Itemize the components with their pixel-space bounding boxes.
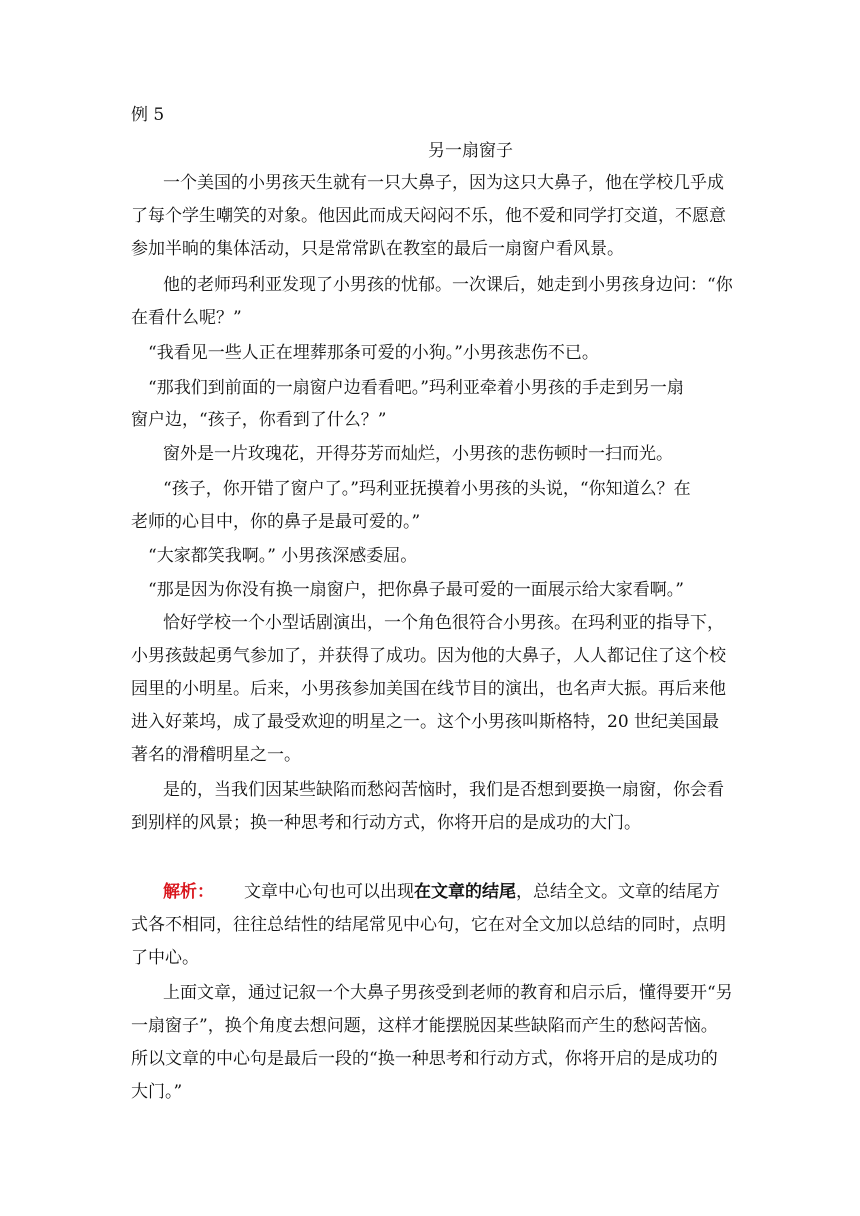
story-line: 进入好莱坞，成了最受欢迎的明星之一。这个小男孩叫斯格特，20 世纪美国最 (131, 712, 720, 732)
story-line: “我看见一些人正在埋葬那条可爱的小狗。”小男孩悲伤不已。 (148, 343, 599, 363)
story-line: 著名的滑稽明星之一。 (131, 745, 301, 765)
example-label: 例 5 (131, 105, 165, 125)
analysis-first-line (163, 881, 720, 903)
analysis-line: 上面文章，通过记叙一个大鼻子男孩受到老师的教育和启示后，懂得要开“另 (163, 983, 733, 1003)
story-line: “大家都笑我啊。” 小男孩深感委屈。 (148, 546, 418, 566)
story-line: 是的，当我们因某些缺陷而愁闷苦恼时，我们是否想到要换一扇窗，你会看 (163, 780, 724, 800)
story-line: “孩子，你开错了窗户了。”玛利亚抚摸着小男孩的头说，“你知道么？在 (163, 479, 691, 499)
analysis-text: 文章中心句也可以出现 (244, 882, 414, 902)
story-line: 窗外是一片玫瑰花，开得芬芳而灿烂，小男孩的悲伤顿时一扫而光。 (163, 444, 673, 464)
story-title: 另一扇窗子 (428, 141, 513, 161)
analysis-line: 了中心。 (131, 948, 199, 968)
story-line: “那我们到前面的一扇窗户边看看吧。”玛利亚牵着小男孩的手走到另一扇 (148, 378, 684, 398)
analysis-label: 解析： (163, 882, 214, 902)
story-line: 了每个学生嘲笑的对象。他因此而成天闷闷不乐，他不爱和同学打交道，不愿意 (131, 206, 726, 226)
analysis-line: 式各不相同，往往总结性的结尾常见中心句，它在对全文加以总结的同时，点明 (131, 915, 726, 935)
story-line: 小男孩鼓起勇气参加了，并获得了成功。因为他的大鼻子，人人都记住了这个校 (131, 646, 726, 666)
story-line: 他的老师玛利亚发现了小男孩的忧郁。一次课后，她走到小男孩身边问：“你 (163, 275, 733, 295)
analysis-line: 所以文章的中心句是最后一段的“换一种思考和行动方式，你将开启的是成功的 (131, 1049, 718, 1069)
analysis-line: 大门。” (131, 1082, 183, 1102)
analysis-emphasis: 在文章的结尾 (414, 882, 516, 902)
story-line: 园里的小明星。后来，小男孩参加美国在线节目的演出，也名声大振。再后来他 (131, 679, 726, 699)
story-line: 在看什么呢？” (131, 308, 242, 328)
story-line: 一个美国的小男孩天生就有一只大鼻子，因为这只大鼻子，他在学校几乎成 (163, 173, 724, 193)
story-line: 参加半晌的集体活动，只是常常趴在教室的最后一扇窗户看风景。 (131, 239, 624, 259)
story-line: 恰好学校一个小型话剧演出，一个角色很符合小男孩。在玛利亚的指导下， (163, 613, 724, 633)
story-line: 窗户边，“孩子，你看到了什么？” (131, 410, 387, 430)
analysis-text: ，总结全文。文章的结尾方 (516, 882, 720, 902)
story-line: “那是因为你没有换一扇窗户，把你鼻子最可爱的一面展示给大家看啊。” (148, 580, 684, 600)
story-line: 到别样的风景；换一种思考和行动方式，你将开启的是成功的大门。 (131, 813, 641, 833)
analysis-line: 一扇窗子”，换个角度去想问题，这样才能摆脱因某些缺陷而产生的愁闷苦恼。 (131, 1016, 718, 1036)
story-line: 老师的心目中，你的鼻子是最可爱的。” (131, 512, 421, 532)
